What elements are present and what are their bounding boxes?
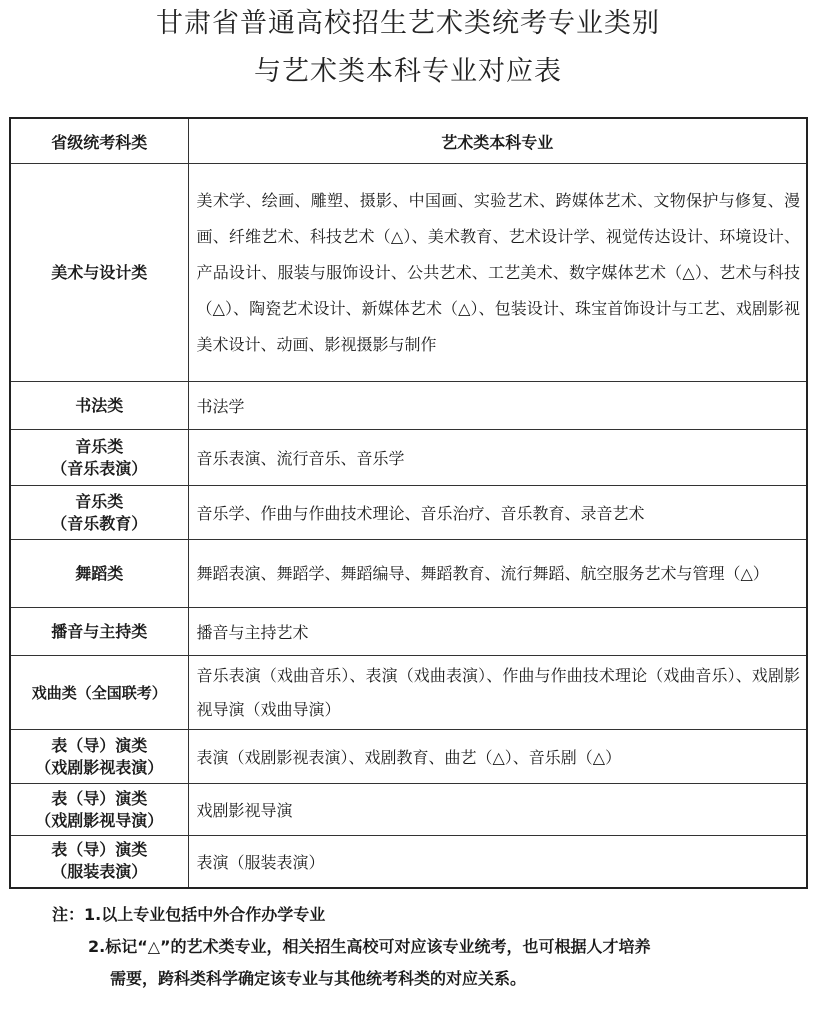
table-row [10,608,807,656]
category-line: 表（导）演类 （戏剧影视表演） [35,735,164,777]
majors-cell: 戏剧影视导演 [188,784,807,836]
table-row [10,730,807,784]
category-cell [10,486,188,540]
category-cell: 戏曲类（全国联考） [10,656,188,730]
category-line: 表（导）演类 （服装表演） [51,840,148,882]
majors-cell: 舞蹈表演、舞蹈学、舞蹈编导、舞蹈教育、流行舞蹈、航空服务艺术与管理（△） [188,540,807,608]
table-row [10,784,807,836]
table-row [10,486,807,540]
table-row [10,540,807,608]
page-title-line-1: 甘肃省普通高校招生艺术类统考专业类别 [156,8,660,39]
category-cell [10,430,188,486]
category-line: 音乐类 （音乐教育） [51,491,148,533]
category-cell: 舞蹈类 [10,540,188,608]
category-line: 音乐类 （音乐表演） [51,436,148,478]
note-line-3: 需要，跨科类科学确定该专业与其他统考科类的对应关系。 [110,969,527,988]
category-cell: 美术与设计类 [10,164,188,382]
category-cell [10,730,188,784]
majors-cell: 音乐学、作曲与作曲技术理论、音乐治疗、音乐教育、录音艺术 [188,486,807,540]
majors-cell: 音乐表演、流行音乐、音乐学 [188,430,807,486]
category-line: 表（导）演类 （戏剧影视导演） [35,788,164,830]
page-title-line-2: 与艺术类本科专业对应表 [254,56,562,87]
category-cell [10,836,188,888]
table-row [10,430,807,486]
category-cell [10,784,188,836]
table-row [10,164,807,382]
note-line-2: 2.标记“△”的艺术类专业，相关招生高校可对应该专业统考，也可根据人才培养 [88,937,651,956]
table-row [10,656,807,730]
majors-cell: 表演（戏剧影视表演）、戏剧教育、曲艺（△）、音乐剧（△） [188,730,807,784]
majors-cell: 音乐表演（戏曲音乐）、表演（戏曲表演）、作曲与作曲技术理论（戏曲音乐）、戏剧影视导演（戏曲导演） [188,656,807,730]
table-header-row [10,118,807,164]
category-cell: 播音与主持类 [10,608,188,656]
majors-cell: 表演（服装表演） [188,836,807,888]
table-row [10,836,807,888]
note-line-1: 注：1.以上专业包括中外合作办学专业 [52,905,326,924]
majors-cell: 美术学、绘画、雕塑、摄影、中国画、实验艺术、跨媒体艺术、文物保护与修复、漫画、纤维艺术、科技艺术（△）、美术教育、艺术设计学、视觉传达设计、环境设计、产品设计、服装与服饰设计、公共艺术、工艺美术、数字媒体艺术（△）、艺术与科技（△）、陶瓷艺术设计、新媒体艺术（△）、包装设计、珠宝首饰设计与工艺、戏剧影视美术设计、动画、影视摄影与制作 [188,164,807,382]
majors-cell: 播音与主持艺术 [188,608,807,656]
header-category: 省级统考科类 [10,118,188,164]
table-row [10,382,807,430]
majors-cell: 书法学 [188,382,807,430]
header-majors: 艺术类本科专业 [188,118,807,164]
category-cell: 书法类 [10,382,188,430]
correspondence-table [9,117,808,889]
